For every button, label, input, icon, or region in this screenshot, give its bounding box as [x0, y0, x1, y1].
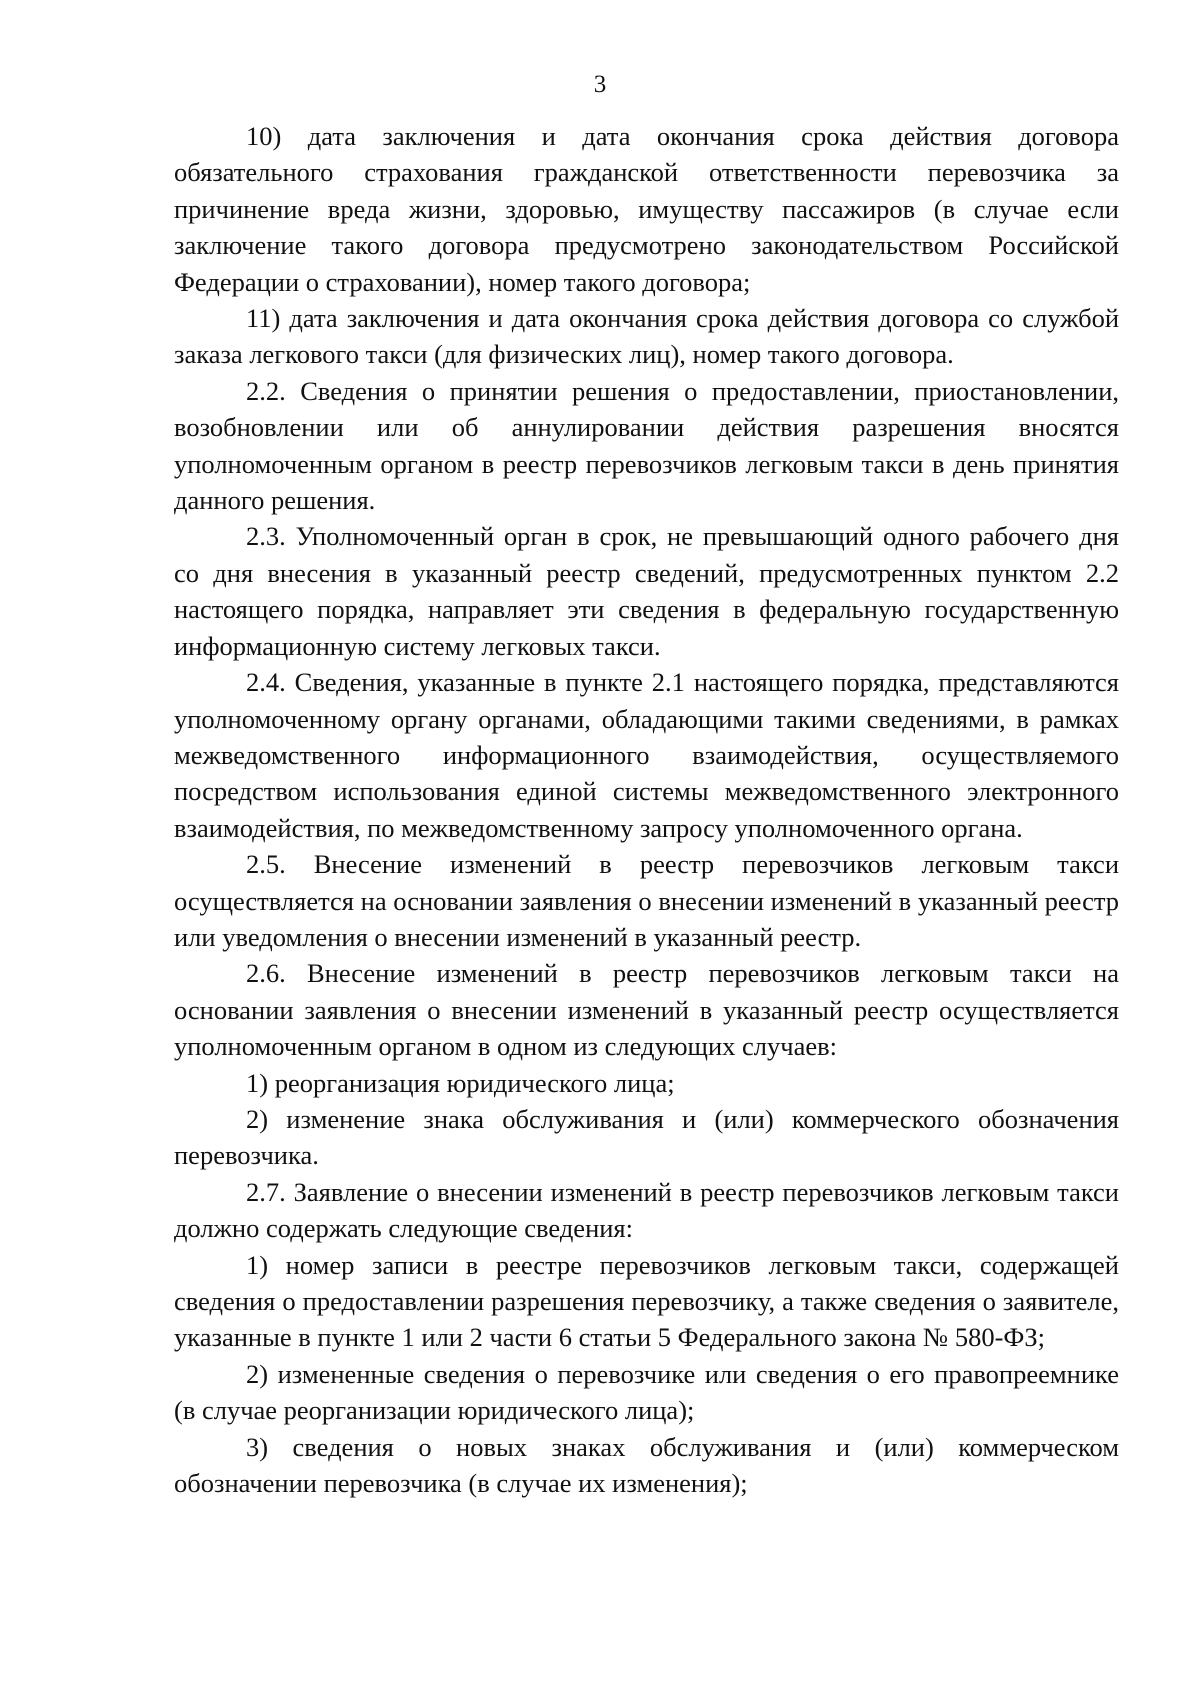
paragraph-2-6: 2.6. Внесение изменений в реестр перевозчиков легковым такси на основании заявления о внесении изменений в указанный реестр осуществляется уполномоченным органом в одном из следующих случаев: [174, 958, 1119, 1062]
paragraph-item-11: 11) дата заключения и дата окончания срока действия договора со службой заказа легкового такси (для физических лиц), номер такого договора. [174, 303, 1119, 370]
paragraph-2-7-item-3: 3) сведения о новых знаках обслуживания и (или) коммерческом обозначении перевозчика (в случае их изменения); [174, 1431, 1119, 1499]
paragraph-2-7: 2.7. Заявление о внесении изменений в реестр перевозчиков легковым такси должно содержать следующие сведения: [174, 1176, 1119, 1244]
paragraph-2-7-item-2: 2) измененные сведения о перевозчике или сведения о его правопреемнике (в случае реорганизации юридического лица); [174, 1358, 1119, 1426]
paragraph-2-2: 2.2. Сведения о принятии решения о предоставлении, приостановлении, возобновлении или об аннулировании действия разрешения вносятся уполномоченным органом в реестр перевозчиков легковым такси в день принятия данного решения. [174, 375, 1119, 516]
paragraph-2-5: 2.5. Внесение изменений в реестр перевозчиков легковым такси осуществляется на основании заявления о внесении изменений в указанный реестр или уведомления о внесении изменений в указанный реестр. [174, 849, 1119, 952]
paragraph-2-7-item-1: 1) номер записи в реестре перевозчиков легковым такси, содержащей сведения о предоставлении разрешения перевозчику, а также сведения о заявителе, указанные в пункте 1 или 2 части 6 статьи 5 Федерального закона № 580-ФЗ; [174, 1249, 1119, 1353]
paragraph-2-3: 2.3. Уполномоченный орган в срок, не превышающий одного рабочего дня со дня внесения в указанный реестр сведений, предусмотренных пунктом 2.2 настоящего порядка, направляет эти сведения в федеральную государственную информационную систему легковых такси. [174, 521, 1119, 661]
paragraph-2-6-item-2: 2) изменение знака обслуживания и (или) коммерческого обозначения перевозчика. [174, 1103, 1119, 1171]
document-body [174, 118, 1119, 1501]
paragraph-2-6-item-1: 1) реорганизация юридического лица; [246, 1067, 675, 1098]
page-number: 3 [593, 71, 607, 98]
paragraph-item-10: 10) дата заключения и дата окончания срока действия договора обязательного страхования гражданской ответственности перевозчика за причинение вреда жизни, здоровью, имуществу пассажиров (в случае если заключение такого договора предусмотрено законодательством Российской Федерации о страховании), номер такого договора; [174, 121, 1119, 297]
paragraph-2-4: 2.4. Сведения, указанные в пункте 2.1 настоящего порядка, представляются уполномоченному органу органами, обладающими такими сведениями, в рамках межведомственного информационного взаимодействия, осуществляемого посредством использования единой системы межведомственного электронного взаимодействия, по межведомственному запросу уполномоченного органа. [174, 667, 1119, 843]
